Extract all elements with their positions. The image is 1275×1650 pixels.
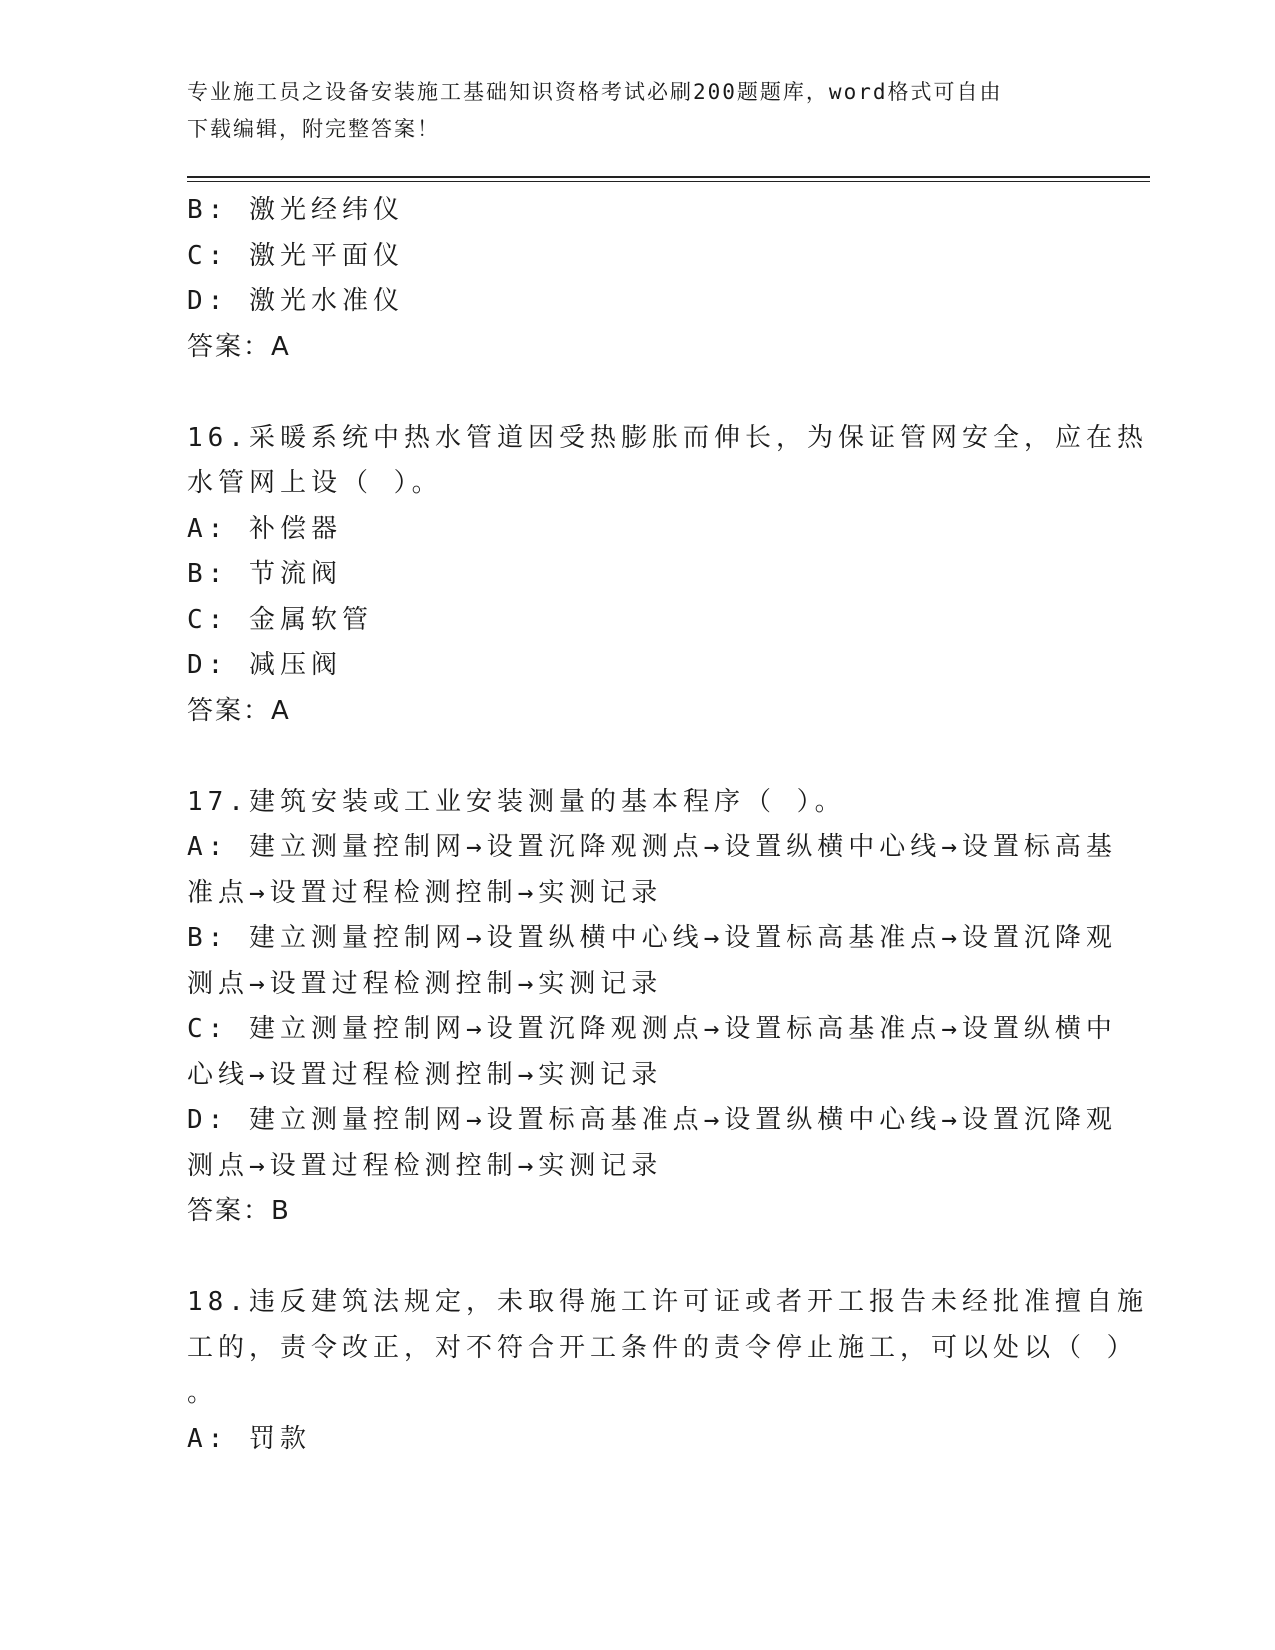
q17-option-d-line-1: D: 建立测量控制网→设置标高基准点→设置纵横中心线→设置沉降观 xyxy=(187,1105,1117,1135)
q18-stem-line-1: 18.违反建筑法规定，未取得施工许可证或者开工报告未经批准擅自施 xyxy=(187,1287,1148,1317)
q17-option-c-line-2: 心线→设置过程检测控制→实测记录 xyxy=(187,1059,663,1090)
q16-option-d: D: 减压阀 xyxy=(187,650,342,680)
q17-option-b-line-1: B: 建立测量控制网→设置纵横中心线→设置标高基准点→设置沉降观 xyxy=(187,923,1117,953)
q16-option-b: B: 节流阀 xyxy=(187,559,342,589)
q16-stem-line-2: 水管网上设（ ）。 xyxy=(187,468,443,498)
spacer xyxy=(187,734,1087,780)
q16-option-a: A: 补偿器 xyxy=(187,513,342,544)
q17-option-d-line-2: 测点→设置过程检测控制→实测记录 xyxy=(187,1150,663,1181)
q17-option-a-line-1: A: 建立测量控制网→设置沉降观测点→设置纵横中心线→设置标高基 xyxy=(187,832,1117,862)
header-title-line-1: 专业施工员之设备安装施工基础知识资格考试必刷200题题库，word格式可自由 xyxy=(187,80,1003,104)
q16-option-c: C: 金属软管 xyxy=(187,604,373,635)
q15-option-c: C: 激光平面仪 xyxy=(187,240,404,271)
header-divider-thin xyxy=(187,181,1150,182)
document-header xyxy=(187,74,1067,148)
q18-stem-line-2: 工的，责令改正，对不符合开工条件的责令停止施工，可以处以（ ） xyxy=(187,1332,1138,1363)
q17-option-b-line-2: 测点→设置过程检测控制→实测记录 xyxy=(187,968,663,999)
question-18 xyxy=(187,1280,1148,1462)
q18-option-a: A: 罚款 xyxy=(187,1423,311,1454)
q17-stem: 17.建筑安装或工业安装测量的基本程序（ ）。 xyxy=(187,786,846,817)
q18-stem-line-3: 。 xyxy=(187,1378,219,1408)
question-17 xyxy=(187,780,1117,1235)
q17-answer: 答案：B xyxy=(187,1196,291,1226)
q15-option-b: B: 激光经纬仪 xyxy=(187,195,404,225)
question-16 xyxy=(187,416,1148,735)
q17-option-a-line-2: 准点→设置过程检测控制→实测记录 xyxy=(187,877,663,908)
question-15 xyxy=(187,188,1087,370)
header-divider-thick xyxy=(187,176,1150,178)
q15-option-d: D: 激光水准仪 xyxy=(187,286,404,316)
q16-stem-line-1: 16.采暖系统中热水管道因受热膨胀而伸长，为保证管网安全，应在热 xyxy=(187,422,1148,453)
q17-option-c-line-1: C: 建立测量控制网→设置沉降观测点→设置标高基准点→设置纵横中 xyxy=(187,1014,1117,1044)
q15-answer: 答案：A xyxy=(187,331,291,362)
spacer xyxy=(187,1235,1087,1281)
q16-answer: 答案：A xyxy=(187,695,291,726)
question-content xyxy=(187,188,1148,1462)
header-title-line-2: 下载编辑，附完整答案！ xyxy=(187,117,440,141)
spacer xyxy=(187,370,1087,416)
